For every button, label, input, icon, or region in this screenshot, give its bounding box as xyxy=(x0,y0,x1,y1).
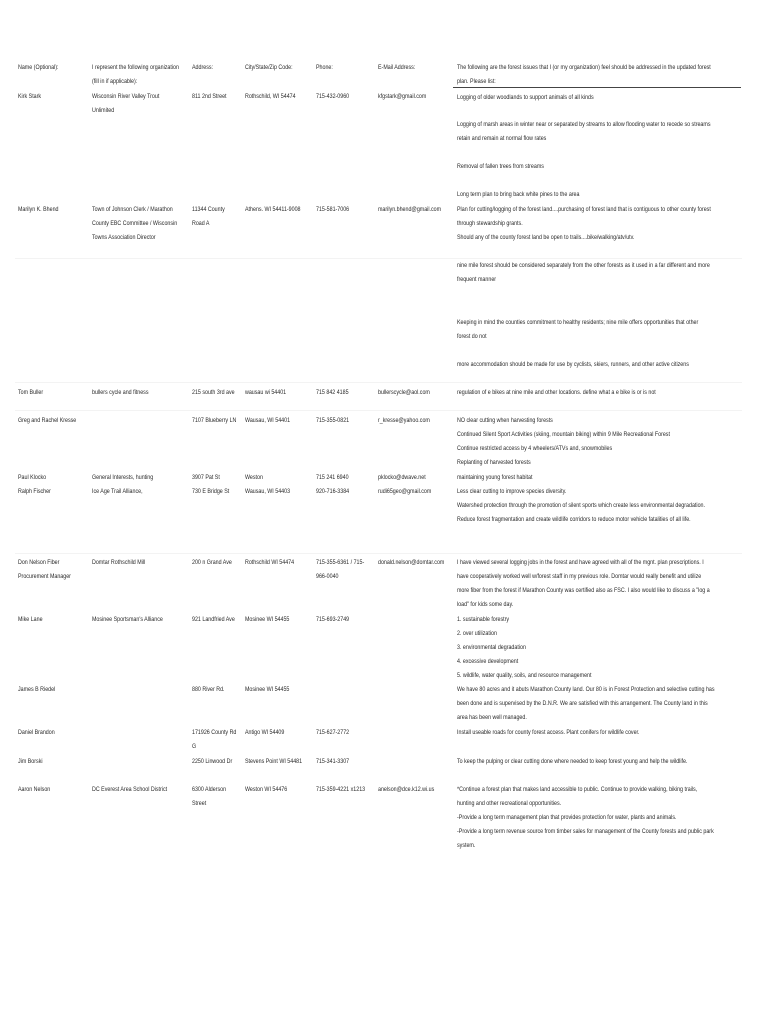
row-issue: frequent manner xyxy=(457,276,497,283)
header-city: City/State/Zip Code: xyxy=(245,64,293,71)
row-issue: 3. environmental degradation xyxy=(457,644,526,651)
header-organization-note: (fill in if applicable): xyxy=(92,78,138,85)
row-organization: DC Everest Area School District xyxy=(92,786,168,793)
row-issue: Logging of older woodlands to support animals of all kinds xyxy=(457,94,594,101)
row-city: Mosinee WI 54455 xyxy=(245,616,290,623)
row-organization: Unlimited xyxy=(92,107,115,114)
row-address: 811 2nd Street xyxy=(192,93,227,100)
row-issue: *Continue a forest plan that makes land accessible to public. Continue to provide walking, biking trails, xyxy=(457,786,698,793)
row-issue: Should any of the county forest land be open to trails....bike/walking/atv/utv. xyxy=(457,234,635,241)
row-issue: 2. over utilization xyxy=(457,630,497,637)
row-organization: Towns Association Director xyxy=(92,234,156,241)
row-city: Stevens Point WI 54481 xyxy=(245,758,303,765)
header-email: E-Mail Address: xyxy=(378,64,416,71)
row-city: Mosinee WI 54455 xyxy=(245,686,290,693)
row-email: pklocko@dwave.net xyxy=(378,474,426,481)
row-city: Rothschild WI 54474 xyxy=(245,559,295,566)
row-name: Jim Borski xyxy=(18,758,43,765)
row-issue: We have 80 acres and it abuts Marathon County land. Our 80 is in Forest Protection and selective cutting has xyxy=(457,686,715,693)
row-name: Ralph Fischer xyxy=(18,488,51,495)
row-address: 7107 Blueberry LN xyxy=(192,417,237,424)
row-address: 730 E Bridge St xyxy=(192,488,230,495)
row-issue: Logging of marsh areas in winter near or separated by streams to allow flooding water to recede so streams xyxy=(457,121,711,128)
row-issue: more fiber from the forest if Marathon County was certified also as FSC. I also would like to discuss a "log a xyxy=(457,587,710,594)
row-issue: 1. sustainable forestry xyxy=(457,616,510,623)
row-issue: system. xyxy=(457,842,476,849)
row-address: 921 Landfried Ave xyxy=(192,616,235,623)
row-email: anelson@dce.k12.wi.us xyxy=(378,786,435,793)
row-issue: To keep the pulping or clear cutting done where needed to keep forest young and help the wildlife. xyxy=(457,758,688,765)
row-issue: Install useable roads for county forest access. Plant conifers for wildlife cover. xyxy=(457,729,640,736)
row-issue: have cooperatively worked well w/forest staff in my previous role. Domtar would really benefit and utilize xyxy=(457,573,702,580)
row-city: Weston WI 54476 xyxy=(245,786,288,793)
row-city: Weston xyxy=(245,474,263,481)
row-issue: area has been well managed. xyxy=(457,714,527,721)
row-address: 171926 County Rd xyxy=(192,729,237,736)
row-issue: retain and remain at normal flow rates xyxy=(457,135,547,142)
row-name: James B Riedel xyxy=(18,686,56,693)
row-phone: 715-627-2772 xyxy=(316,729,350,736)
row-phone: 715 241 6940 xyxy=(316,474,349,481)
row-phone: 966-0040 xyxy=(316,573,339,580)
header-address: Address: xyxy=(192,64,214,71)
header-issues: The following are the forest issues that I (or my organization) feel should be addressed in the updated forest xyxy=(457,64,711,71)
row-phone: 715 842 4185 xyxy=(316,389,349,396)
row-address: 880 River Rd. xyxy=(192,686,225,693)
row-issue: through stewardship grants. xyxy=(457,220,523,227)
row-city: Rothschild, WI 54474 xyxy=(245,93,296,100)
row-organization: Ice Age Trail Alliance, xyxy=(92,488,143,495)
row-city: Antigo WI 54409 xyxy=(245,729,285,736)
row-issue: 5. wildlife, water quality, soils, and resource management xyxy=(457,672,592,679)
row-phone: 920-716-3384 xyxy=(316,488,350,495)
row-city: Athens. WI 54411-9008 xyxy=(245,206,301,213)
row-issue: Reduce forest fragmentation and create wildlife corridors to reduce motor vehicle fatalities of all life. xyxy=(457,516,691,523)
row-address: G xyxy=(192,743,197,750)
row-phone: 715-581-7006 xyxy=(316,206,350,213)
row-organization: Town of Johnson Clerk / Marathon xyxy=(92,206,173,213)
row-address: 2250 Linwood Dr xyxy=(192,758,233,765)
header-issues-cont: plan. Please list: xyxy=(457,78,496,85)
row-phone: 715-359-4221 x1213 xyxy=(316,786,366,793)
row-issue: Continue restricted access by 4 wheelers/ATVs and, snowmobiles xyxy=(457,445,613,452)
row-address: 3907 Pat St xyxy=(192,474,220,481)
row-issue: hunting and other recreational opportunities. xyxy=(457,800,562,807)
header-divider xyxy=(453,87,741,88)
row-address: 11344 County xyxy=(192,206,225,213)
row-organization: County EBC Committee / Wisconsin xyxy=(92,220,178,227)
row-issue: more accommodation should be made for use by cyclists, skiers, runners, and other active citizens xyxy=(457,361,689,368)
row-issue: regulation of e bikes at nine mile and other locations. define what a e bike is or is not xyxy=(457,389,656,396)
row-name: Kirk Stark xyxy=(18,93,42,100)
row-issue: Plan for cutting/logging of the forest land....purchasing of forest land that is contiguous to other county forest xyxy=(457,206,711,213)
row-issue: nine mile forest should be considered separately from the other forests as it used in a far different and more xyxy=(457,262,710,269)
row-name: Don Nelson Fiber xyxy=(18,559,60,566)
row-issue: load" for kids some day. xyxy=(457,601,514,608)
row-address: 200 n Grand Ave xyxy=(192,559,232,566)
row-city: wausau wi 54401 xyxy=(245,389,287,396)
row-phone: 715-355-0821 xyxy=(316,417,350,424)
row-issue: 4. excessive development xyxy=(457,658,519,665)
row-issue: Less clear cutting to improve species diversity. xyxy=(457,488,567,495)
header-organization: I represent the following organization xyxy=(92,64,179,71)
row-email: r_kresse@yahoo.com xyxy=(378,417,430,424)
row-divider xyxy=(15,382,742,383)
row-name: Paul Klocko xyxy=(18,474,47,481)
row-name: Greg and Rachel Kresse xyxy=(18,417,77,424)
row-name: Mike Lane xyxy=(18,616,43,623)
row-issue: Long term plan to bring back white pines to the area xyxy=(457,191,580,198)
row-issue: Watershed protection through the promotion of silent sports which create less environmental degradation. xyxy=(457,502,705,509)
row-issue: Continued Silent Sport Activities (skiing, mountain biking) within 9 Mile Recreational Forest xyxy=(457,431,670,438)
row-organization: General Interests, hunting xyxy=(92,474,154,481)
row-city: Wausau, WI 54403 xyxy=(245,488,291,495)
row-issue: Removal of fallen trees from streams xyxy=(457,163,544,170)
row-address: 215 south 3rd ave xyxy=(192,389,235,396)
row-email: marilyn.bhend@gmail.com xyxy=(378,206,442,213)
row-issue: maintaining young forest habitat xyxy=(457,474,533,481)
row-issue: forest do not xyxy=(457,333,487,340)
row-issue: I have viewed several logging jobs in the forest and have agreed with all of the mgnt. plan prescriptions. I xyxy=(457,559,704,566)
row-address: 6300 Alderson xyxy=(192,786,227,793)
row-issue: Replanting of harvested forests xyxy=(457,459,531,466)
row-phone: 715-693-2749 xyxy=(316,616,350,623)
row-issue: -Provide a long term revenue source from timber sales for management of the County forests and public park xyxy=(457,828,714,835)
row-issue: been done and is supervised by the D.N.R. We are satisfied with this arrangement. The County land in this xyxy=(457,700,708,707)
row-email: rudi65geo@gmail.com xyxy=(378,488,432,495)
row-organization: bullers cycle and fitness xyxy=(92,389,149,396)
row-divider xyxy=(15,553,742,554)
row-phone: 715-355-6361 / 715- xyxy=(316,559,365,566)
row-address: Street xyxy=(192,800,207,807)
row-organization: Domtar Rothschild Mill xyxy=(92,559,146,566)
row-address: Road A xyxy=(192,220,210,227)
row-name: Tom Buller xyxy=(18,389,44,396)
row-name: Procurement Manager xyxy=(18,573,71,580)
row-issue: NO clear cutting when harvesting forests xyxy=(457,417,553,424)
row-name: Marilyn K. Bhend xyxy=(18,206,59,213)
row-organization: Mosinee Sportsman's Alliance xyxy=(92,616,163,623)
row-email: kfgstark@gmail.com xyxy=(378,93,427,100)
row-issue: -Provide a long term management plan that provides protection for water, plants and animals. xyxy=(457,814,677,821)
row-city: Wausau, WI 54401 xyxy=(245,417,291,424)
row-name: Aaron Nelson xyxy=(18,786,51,793)
row-phone: 715-341-3307 xyxy=(316,758,350,765)
row-divider xyxy=(15,410,742,411)
row-name: Daniel Brandon xyxy=(18,729,55,736)
row-issue: Keeping in mind the counties commitment to healthy residents; nine mile offers opportunities that other xyxy=(457,319,699,326)
row-email: bullerscycle@aol.com xyxy=(378,389,430,396)
row-organization: Wisconsin River Valley Trout xyxy=(92,93,160,100)
header-name: Name (Optional): xyxy=(18,64,59,71)
header-phone: Phone: xyxy=(316,64,333,71)
row-email: donald.nelson@domtar.com xyxy=(378,559,445,566)
row-phone: 715-432-0960 xyxy=(316,93,350,100)
